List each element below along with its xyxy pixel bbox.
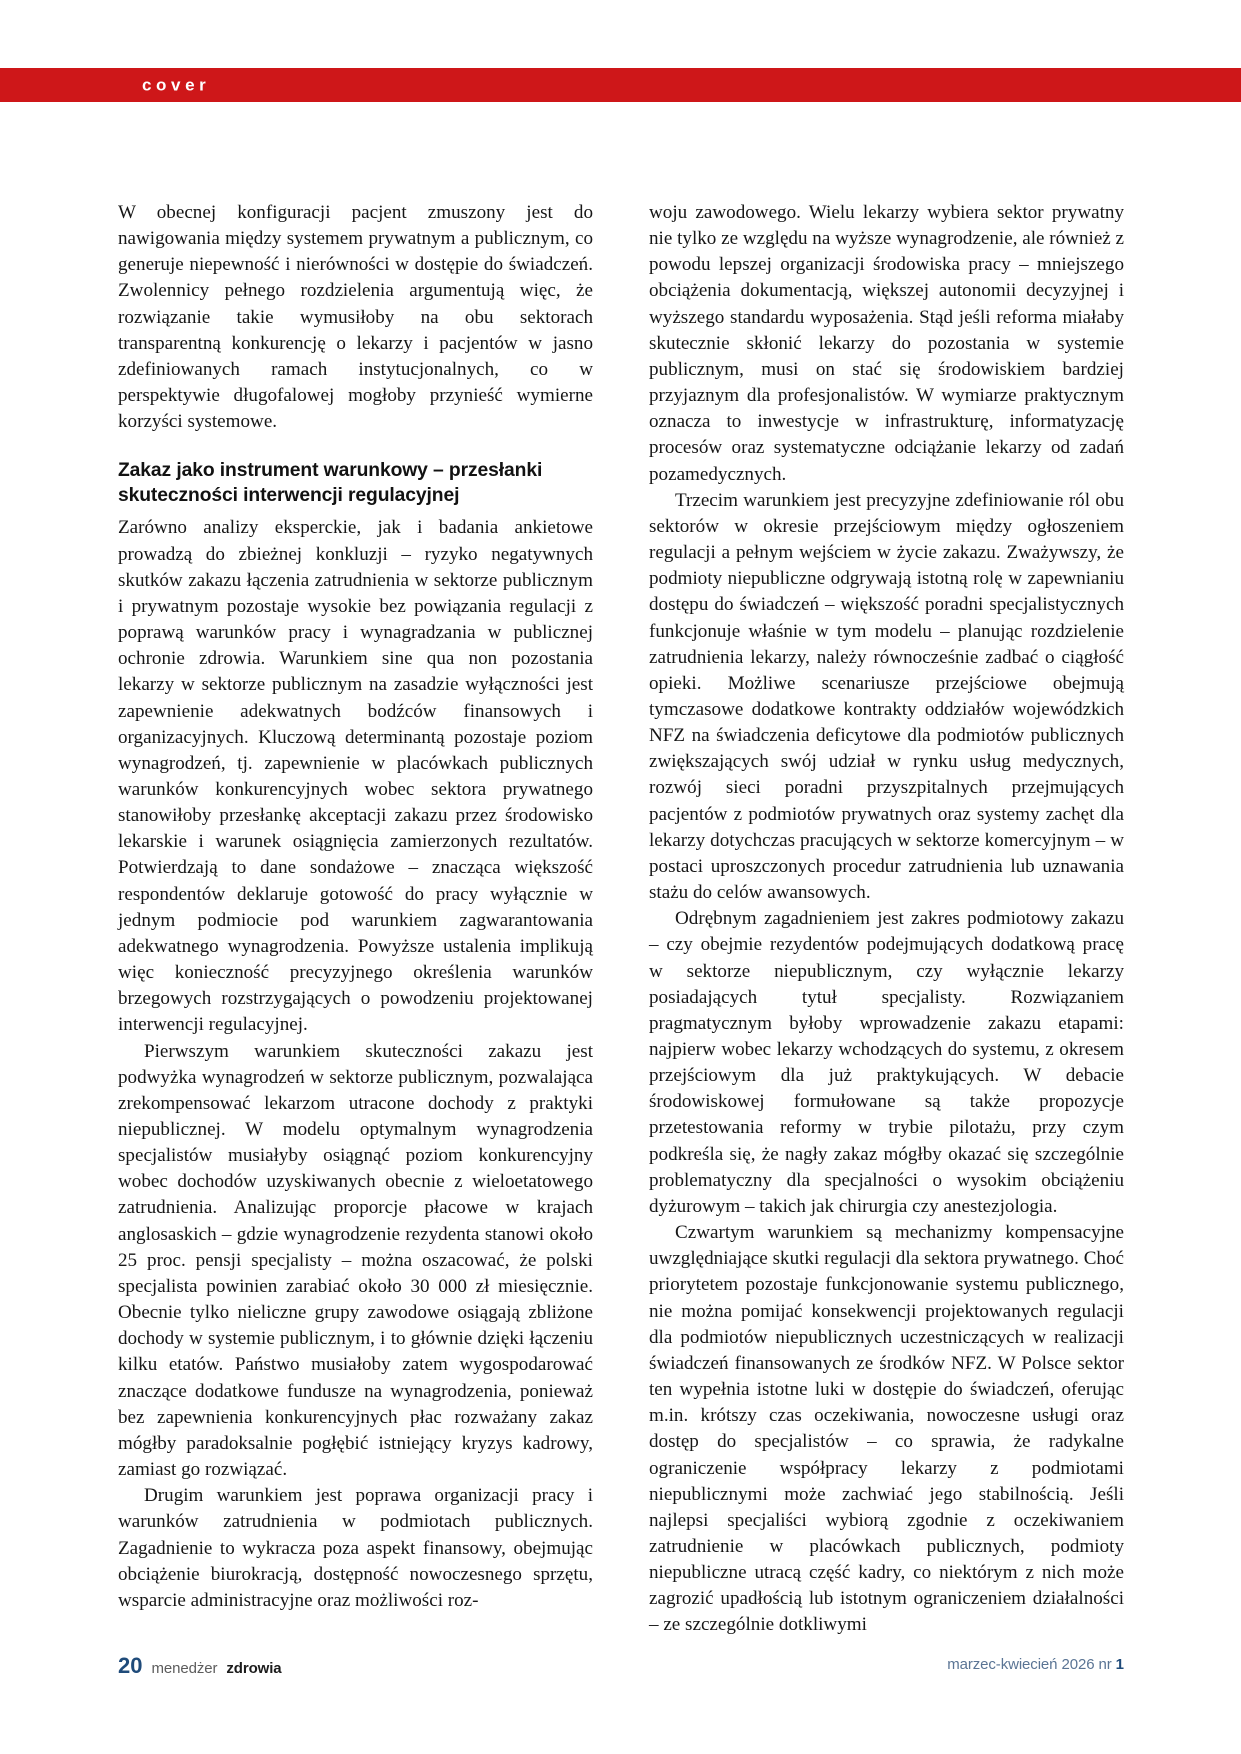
- paragraph: Pierwszym warunkiem skuteczności zakazu jest podwyżka wynagrodzeń w sektorze publicznym, pozwalająca zrekompensować lekarzom utracone dochody z praktyki niepublicznej. W modelu optymalnym wynagrodzenia specjalistów musiałyby osiągnąć poziom konkurencyjny wobec dochodów uzyskiwanych obecnie z wieloetatowego zatrudnienia. Analizując proporcje płacowe w krajach anglosaskich – gdzie wynagrodzenie rezydenta stanowi około 25 proc. pensji specjalisty – można oszacować, że polski specjalista powinien zarabiać około 30 000 zł miesięcznie. Obecnie tylko nieliczne grupy zawodowe osiągają zbliżone dochody w systemie publicznym, i to głównie dzięki łączeniu kilku etatów. Państwo musiałoby zatem wygospodarować znaczące dodatkowe fundusze na wynagrodzenia, ponieważ bez zapewnienia konkurencyjnych płac rozważany zakaz mógłby paradoksalnie pogłębić istniejący kryzys kadrowy, zamiast go rozwiązać.: [118, 1040, 593, 1481]
- paragraph: Trzecim warunkiem jest precyzyjne zdefiniowanie ról obu sektorów w okresie przejściowym między ogłoszeniem regulacji a pełnym wejściem w życie zakazu. Zważywszy, że podmioty niepubliczne odgrywają istotną rolę w zapewnianiu dostępu do świadczeń – większość poradni specjalistycznych funkcjonuje właśnie w tym modelu – planując rozdzielenie zatrudnienia lekarzy, należy równocześnie zadbać o ciągłość opieki. Możliwe scenariusze przejściowe obejmują tymczasowe dodatkowe kontrakty oddziałów wojewódzkich NFZ na świadczenia deficytowe dla podmiotów publicznych zwiększających swój udział w rynku usług medycznych, rozwój sieci poradni przyszpitalnych przejmujących pacjentów z podmiotów prywatnych oraz systemy zachęt dla lekarzy dotychczas pracujących w sektorze komercyjnym – w postaci uproszczonych procedur zatrudnienia lub uznawania stażu do celów awansowych.: [649, 489, 1124, 904]
- running-header-bar: [0, 68, 1241, 102]
- left-column: [118, 200, 593, 1611]
- footer-left-group: [118, 1655, 282, 1677]
- paragraph: Drugim warunkiem jest poprawa organizacji pracy i warunków zatrudnienia w podmiotach publicznych. Zagadnienie to wykracza poza aspekt finansowy, obejmując obciążenie biurokracją, dostępność nowoczesnego sprzętu, wsparcie administracyjne oraz możliwości roz-: [118, 1485, 593, 1611]
- page-footer: [118, 1655, 1124, 1685]
- right-column: [649, 200, 1125, 1636]
- issue-number: 1: [1115, 1656, 1124, 1673]
- section-subheading: Zakaz jako instrument warunkowy – przesłanki skuteczności interwencji regulacyjnej: [118, 460, 543, 507]
- magazine-name-bold: zdrowia: [226, 1660, 282, 1677]
- paragraph: W obecnej konfiguracji pacjent zmuszony jest do nawigowania między systemem prywatnym a publicznym, co generuje niepewność i nierówności w dostępie do świadczeń. Zwolennicy pełnego rozdzielenia argumentują więc, że rozwiązanie takie wymusiłoby na obu sektorach transparentną konkurencję o lekarzy i pacjentów w jasno zdefiniowanych ramach instytucjonalnych, co w perspektywie długofalowej mogłoby przynieść wymierne korzyści systemowe.: [118, 202, 593, 433]
- paragraph: Czwartym warunkiem są mechanizmy kompensacyjne uwzględniające skutki regulacji dla sektora prywatnego. Choć priorytetem pozostaje funkcjonowanie systemu publicznego, nie można pomijać konsekwencji projektowanych regulacji dla podmiotów niepublicznych uczestniczących w realizacji świadczeń finansowanych ze środków NFZ. W Polsce sektor ten wypełnia istotne luki w dostępie do świadczeń, oferując m.in. krótszy czas oczekiwania, nowoczesne usługi oraz dostęp do specjalistów – co sprawia, że radykalne ograniczenie współpracy lekarzy z podmiotami niepublicznymi może zachwiać jego stabilnością. Jeśli najlepsi specjaliści wybiorą zgodnie z oczekiwaniem zatrudnienie w placówkach publicznych, podmioty niepubliczne utracą część kadry, co niektórym z nich może zagrozić upadłością lub istotnym ograniczeniem działalności – ze szczególnie dotkliwymi: [649, 1222, 1124, 1636]
- article-body: [118, 200, 1125, 1636]
- paragraph: woju zawodowego. Wielu lekarzy wybiera sektor prywatny nie tylko ze względu na wyższe wynagrodzenie, ale również z powodu lepszej organizacji środowiska pracy – mniejszego obciążenia dokumentacją, większej autonomii decyzyjnej i wyższego standardu wyposażenia. Stąd jeśli reforma miałaby skutecznie skłonić lekarzy do pozostania w systemie publicznym, musi on stać się środowiskiem bardziej przyjaznym dla profesjonalistów. W wymiarze praktycznym oznacza to inwestycje w infrastrukturę, informatyzację procesów oraz systematyczne odciążanie lekarzy od zadań pozamedycznych.: [649, 202, 1125, 485]
- section-label: cover: [142, 75, 211, 95]
- page-number: 20: [118, 1653, 143, 1678]
- paragraph: Odrębnym zagadnieniem jest zakres podmiotowy zakazu – czy obejmie rezydentów podejmujących dodatkową pracę w sektorze niepublicznym, czy wyłącznie lekarzy posiadających tytuł specjalisty. Rozwiązaniem pragmatycznym byłoby wprowadzenie zakazu etapami: najpierw wobec lekarzy wchodzących do systemu, z okresem przejściowym dla już praktykujących. W debacie środowiskowej formułowane są także propozycje przetestowania reformy w trybie pilotażu, przy czym podkreśla się, że nagły zakaz mógłby okazać się szczególnie problematyczny dla specjalności o wysokim obciążeniu dyżurowym – takich jak chirurgia czy anestezjologia.: [649, 908, 1124, 1217]
- issue-date: marzec-kwiecień 2026 nr: [947, 1656, 1112, 1673]
- footer-right-group: [947, 1657, 1124, 1672]
- magazine-name-light: menedżer: [151, 1660, 218, 1677]
- paragraph: Zarówno analizy eksperckie, jak i badania ankietowe prowadzą do zbieżnej konkluzji – ryzyko negatywnych skutków zakazu łączenia zatrudnienia w sektorze publicznym i prywatnym pozostaje wysokie bez powiązania regulacji z poprawą warunków pracy i wynagradzania w publicznej ochronie zdrowia. Warunkiem sine qua non pozostania lekarzy w sektorze publicznym na zasadzie wyłączności jest zapewnienie adekwatnych bodźców finansowych i organizacyjnych. Kluczową determinantą pozostaje poziom wynagrodzeń, tj. zapewnienie w placówkach publicznych warunków konkurencyjnych wobec sektora prywatnego stanowiłoby przesłankę akceptacji zakazu przez środowisko lekarskie i warunek osiągnięcia zamierzonych rezultatów. Potwierdzają to dane sondażowe – znacząca większość respondentów deklaruje gotowość do pracy wyłącznie w jednym podmiocie pod warunkiem zagwarantowania adekwatnego wynagrodzenia. Powyższe ustalenia implikują więc konieczność precyzyjnego określenia warunków brzegowych rozstrzygających o powodzeniu projektowanej interwencji regulacyjnej.: [118, 517, 593, 1036]
